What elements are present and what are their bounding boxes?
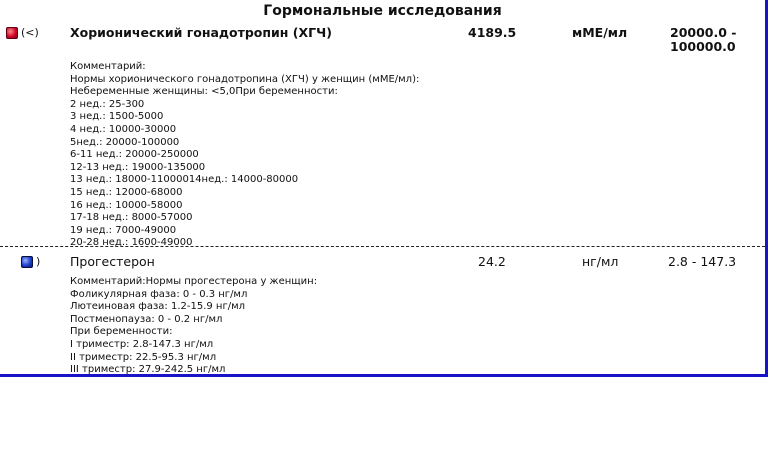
comment-line: 3 нед.: 1500-5000 bbox=[70, 111, 164, 123]
comment-line: 13 нед.: 18000-11000014нед.: 14000-80000 bbox=[70, 174, 299, 186]
section-title: Гормональные исследования bbox=[263, 3, 502, 19]
comment-line: 19 нед.: 7000-49000 bbox=[70, 224, 177, 236]
comment-line: Комментарий:Нормы прогестерона у женщин: bbox=[70, 276, 318, 287]
comment-line: 16 нед.: 10000-58000 bbox=[70, 199, 183, 211]
comment-line: II триместр: 22.5-95.3 нг/мл bbox=[70, 351, 217, 363]
flag-low bbox=[6, 26, 39, 39]
comment-line: При беременности: bbox=[70, 326, 173, 338]
flag-label: (<) bbox=[21, 26, 39, 39]
comment-line: Лютеиновая фаза: 1.2-15.9 нг/мл bbox=[70, 301, 246, 313]
test-name: Хорионический гонадотропин (ХГЧ) bbox=[70, 25, 332, 40]
blue-flag-icon bbox=[21, 256, 33, 268]
test-name: Прогестерон bbox=[70, 254, 155, 269]
flag-label: ) bbox=[36, 255, 41, 268]
comment-line: I триместр: 2.8-147.3 нг/мл bbox=[70, 338, 214, 350]
comment-line: 5нед.: 20000-100000 bbox=[70, 136, 180, 148]
comment-line: III триместр: 27.9-242.5 нг/мл bbox=[70, 364, 226, 376]
test-unit: нг/мл bbox=[582, 254, 619, 269]
comment-line: 12-13 нед.: 19000-135000 bbox=[70, 161, 206, 173]
test-reference-line2: 100000.0 bbox=[670, 39, 736, 54]
comment-line: 17-18 нед.: 8000-57000 bbox=[70, 212, 193, 224]
comment-line: 6-11 нед.: 20000-250000 bbox=[70, 149, 199, 161]
test-reference: 2.8 - 147.3 bbox=[668, 254, 737, 269]
comment-line: Нормы хорионического гонадотропина (ХГЧ) у женщин (мМЕ/мл): bbox=[70, 73, 420, 85]
test-comment-hcg bbox=[70, 61, 419, 250]
comment-line: Фоликулярная фаза: 0 - 0.3 нг/мл bbox=[70, 288, 248, 300]
comment-line: 15 нед.: 12000-68000 bbox=[70, 186, 183, 198]
test-comment-progesterone bbox=[70, 276, 317, 377]
comment-line: Постменопауза: 0 - 0.2 нг/мл bbox=[70, 313, 223, 325]
comment-line: 20-28 нед.: 1600-49000 bbox=[70, 237, 193, 249]
test-value: 24.2 bbox=[478, 254, 506, 269]
row-divider bbox=[0, 246, 765, 247]
test-reference-line1: 20000.0 - bbox=[670, 25, 737, 40]
test-value: 4189.5 bbox=[468, 25, 517, 40]
comment-line: Комментарий: bbox=[70, 61, 146, 72]
red-flag-icon bbox=[6, 27, 18, 39]
flag-normal bbox=[21, 255, 40, 268]
comment-line: 4 нед.: 10000-30000 bbox=[70, 123, 177, 135]
comment-line: Небеременные женщины: <5,0При беременности: bbox=[70, 86, 338, 98]
comment-line: 2 нед.: 25-300 bbox=[70, 98, 145, 110]
test-unit: мМЕ/мл bbox=[572, 25, 628, 40]
